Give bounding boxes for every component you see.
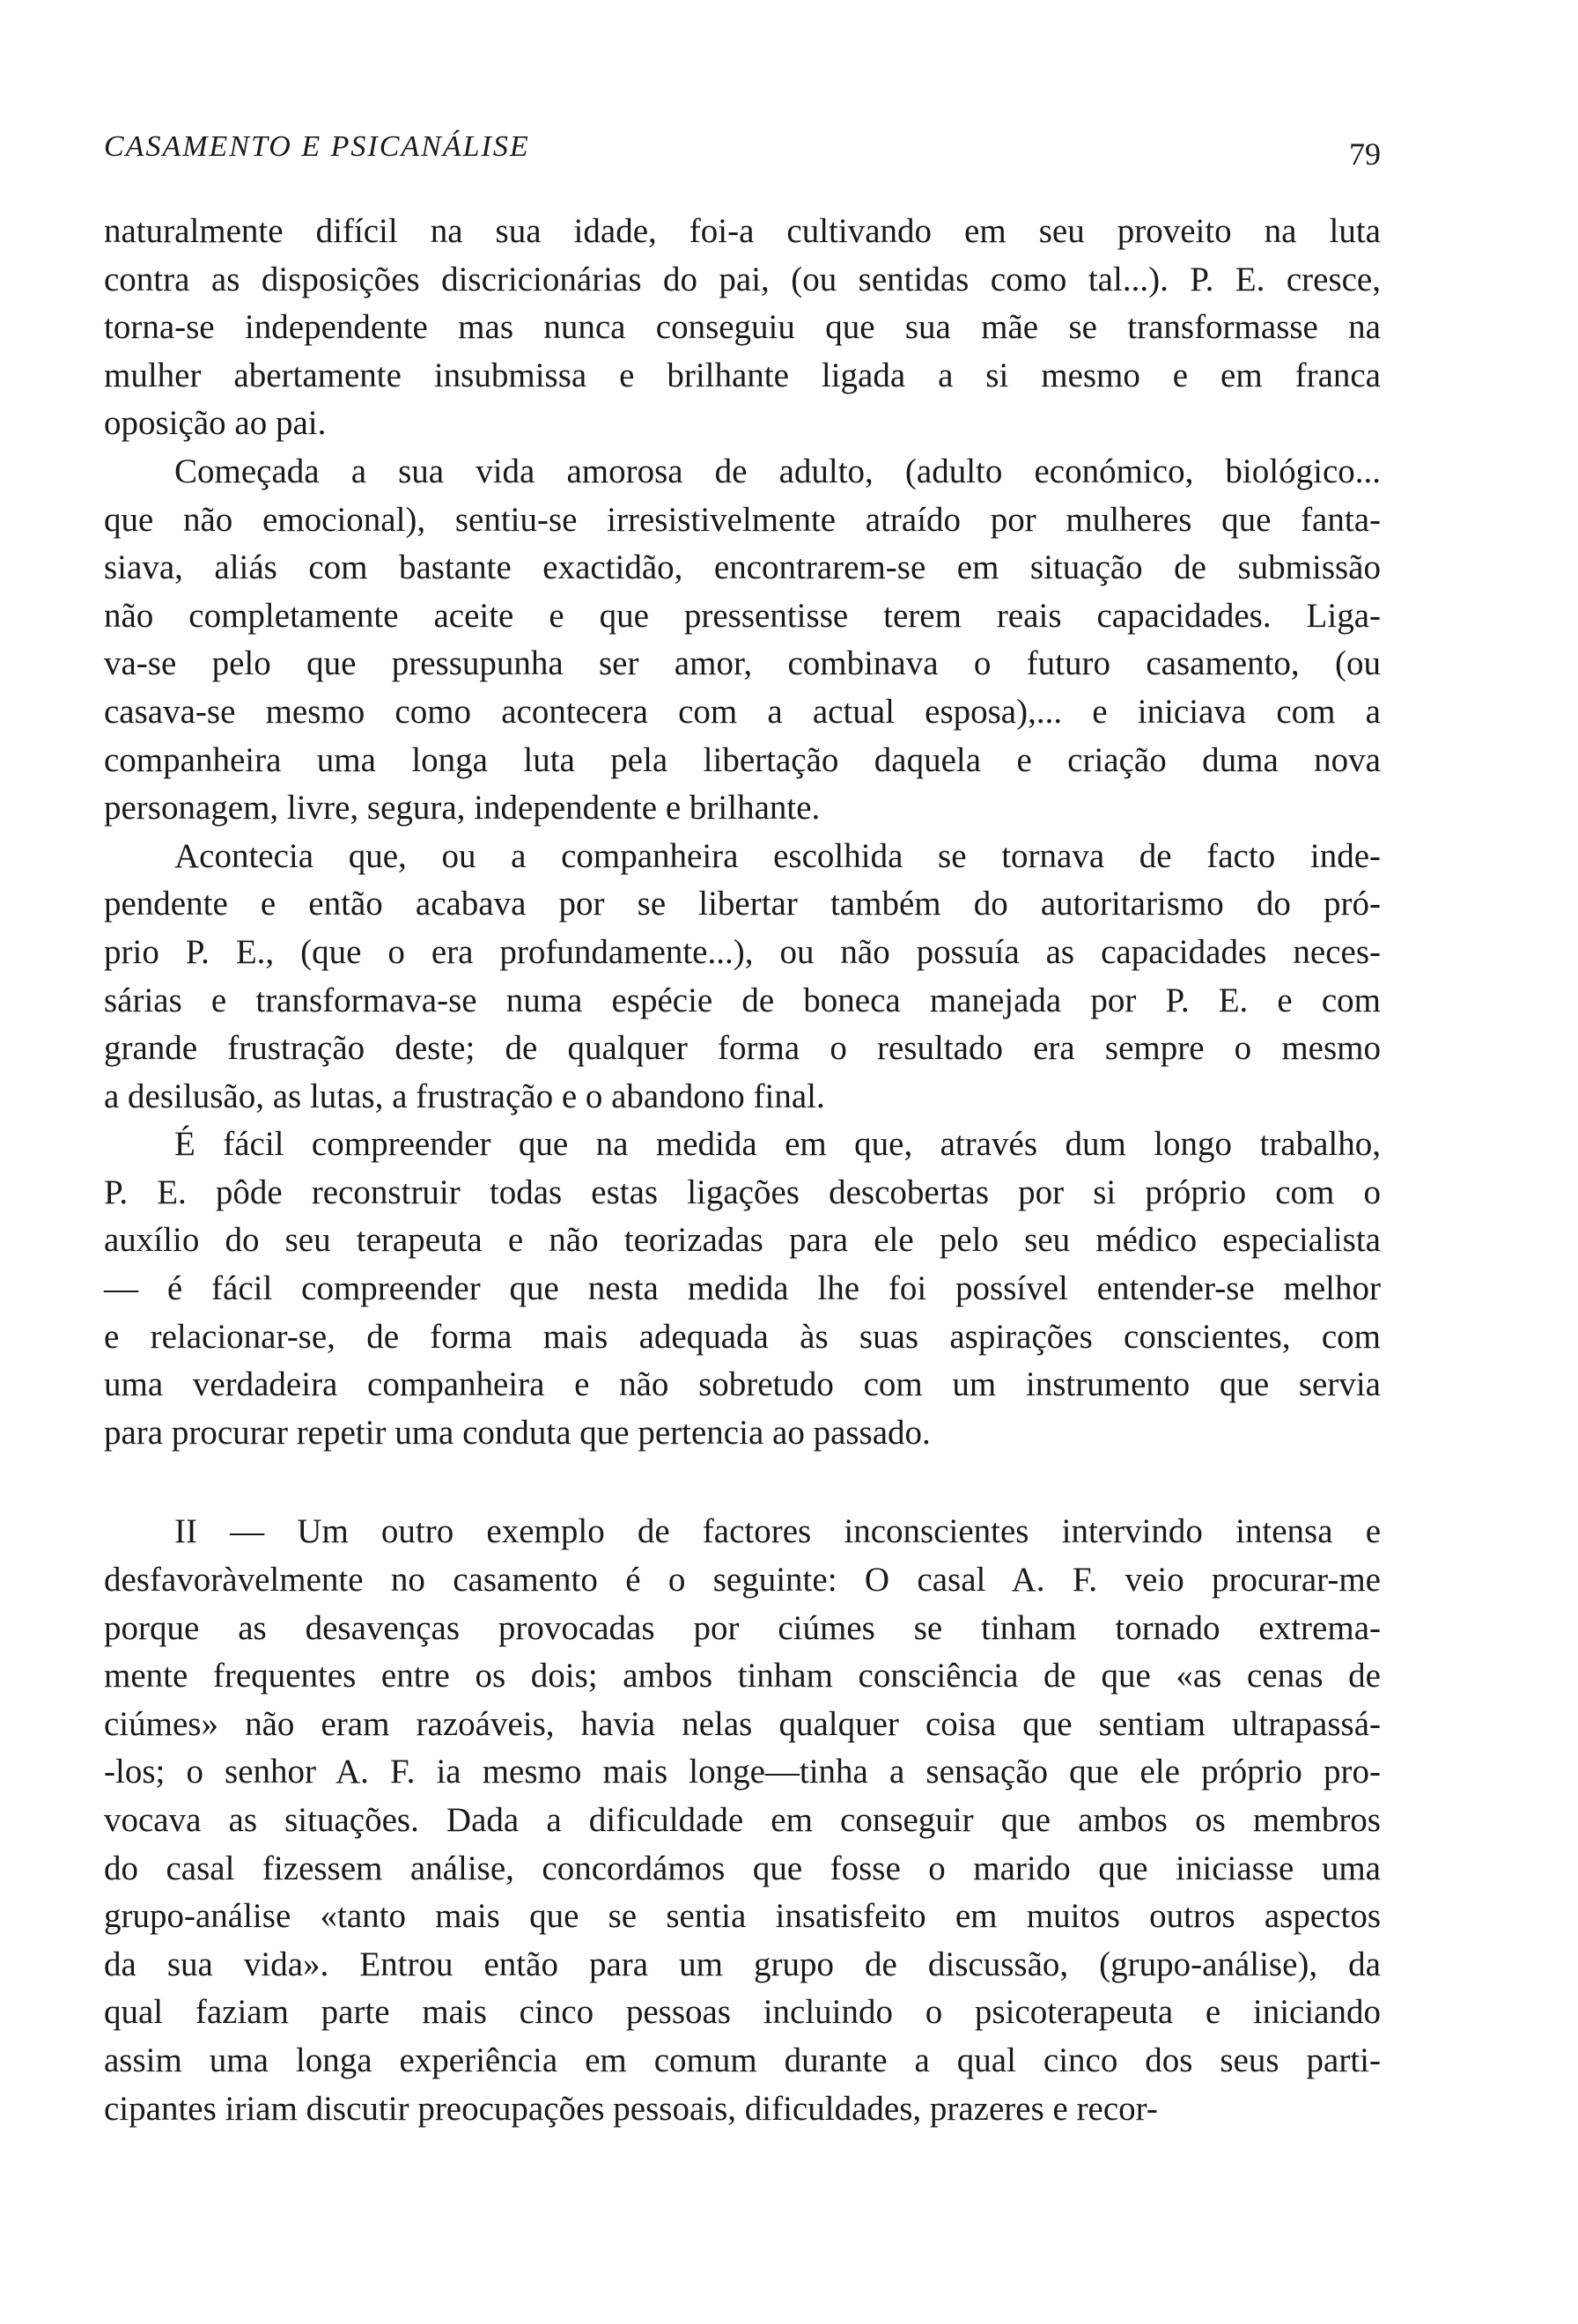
text-line: siava, aliás com bastante exactidão, encontrarem-se em situação de submissão (104, 548, 1381, 587)
text-line: — é fácil compreender que nesta medida lhe foi possível entender-se melhor (104, 1269, 1381, 1308)
text-line: P. E. pôde reconstruir todas estas ligações descobertas por si próprio com o (104, 1173, 1381, 1211)
text-line: a desilusão, as lutas, a frustração e o abandono final. (104, 1077, 825, 1115)
text-line: É fácil compreender que na medida em que, através dum longo trabalho, (174, 1125, 1381, 1164)
text-line: oposição ao pai. (104, 404, 327, 443)
text-line: pendente e então acabava por se libertar também do autoritarismo do pró- (104, 885, 1381, 923)
text-line: Acontecia que, ou a companheira escolhida se tornava de facto inde- (174, 836, 1381, 875)
running-title: CASAMENTO E PSICANÁLISE (104, 130, 530, 163)
text-line: grande frustração deste; de qualquer forma o resultado era sempre o mesmo (104, 1029, 1381, 1068)
text-line: mulher abertamente insubmissa e brilhante ligada a si mesmo e em franca (104, 356, 1381, 394)
text-line: Começada a sua vida amorosa de adulto, (adulto económico, biológico... (174, 452, 1381, 490)
text-line: naturalmente difícil na sua idade, foi-a cultivando em seu proveito na luta (104, 212, 1381, 250)
text-line: grupo-análise «tanto mais que se sentia insatisfeito em muitos outros aspectos (104, 1897, 1381, 1936)
text-line: do casal fizessem análise, concordámos que fosse o marido que iniciasse uma (104, 1849, 1381, 1887)
text-line: assim uma longa experiência em comum durante a qual cinco dos seus parti- (104, 2041, 1381, 2079)
text-line: -los; o senhor A. F. ia mesmo mais longe—tinha a sensação que ele próprio pro- (104, 1753, 1381, 1791)
text-line: desfavoràvelmente no casamento é o seguinte: O casal A. F. veio procurar-me (104, 1561, 1381, 1600)
text-line: não completamente aceite e que pressentisse terem reais capacidades. Liga- (104, 596, 1381, 635)
page-number: 79 (1349, 136, 1381, 172)
page-header (104, 130, 1381, 183)
text-line: prio P. E., (que o era profundamente...), ou não possuía as capacidades neces- (104, 932, 1381, 971)
text-line: companheira uma longa luta pela libertação daquela e criação duma nova (104, 740, 1381, 779)
text-line: ciúmes» não eram razoáveis, havia nelas qualquer coisa que sentiam ultrapassá- (104, 1704, 1381, 1743)
body-text (104, 208, 1381, 2133)
text-line: para procurar repetir uma conduta que pertencia ao passado. (104, 1413, 931, 1452)
paragraph (104, 1121, 1381, 1457)
text-line: va-se pelo que pressupunha ser amor, combinava o futuro casamento, (ou (104, 644, 1381, 683)
text-line: uma verdadeira companheira e não sobretudo com um instrumento que servia (104, 1365, 1381, 1404)
text-line: cipantes iriam discutir preocupações pessoais, dificuldades, prazeres e recor- (104, 2089, 1158, 2128)
text-line: porque as desavenças provocadas por ciúmes se tinham tornado extrema- (104, 1608, 1381, 1647)
section-gap (104, 1457, 1381, 1508)
text-line: e relacionar-se, de forma mais adequada às suas aspirações conscientes, com (104, 1317, 1381, 1356)
paragraph (104, 208, 1381, 448)
text-line: que não emocional), sentiu-se irresistivelmente atraído por mulheres que fanta- (104, 500, 1381, 539)
text-line: contra as disposições discricionárias do pai, (ou sentidas como tal...). P. E. cresce, (104, 260, 1381, 298)
text-line: auxílio do seu terapeuta e não teorizadas para ele pelo seu médico especialista (104, 1221, 1381, 1260)
text-line: mente frequentes entre os dois; ambos tinham consciência de que «as cenas de (104, 1657, 1381, 1695)
paragraph (104, 448, 1381, 833)
text-line: da sua vida». Entrou então para um grupo de discussão, (grupo-análise), da (104, 1945, 1381, 1983)
text-line: qual faziam parte mais cinco pessoas incluindo o psicoterapeuta e iniciando (104, 1993, 1381, 2032)
paragraph (104, 833, 1381, 1122)
paragraph (104, 1508, 1381, 2133)
text-line: sárias e transformava-se numa espécie de boneca manejada por P. E. e com (104, 981, 1381, 1019)
text-line: II — Um outro exemplo de factores inconscientes intervindo intensa e (174, 1512, 1381, 1551)
text-line: vocava as situações. Dada a dificuldade em conseguir que ambos os membros (104, 1801, 1381, 1839)
text-line: torna-se independente mas nunca conseguiu que sua mãe se transformasse na (104, 308, 1381, 347)
text-line: casava-se mesmo como acontecera com a actual esposa),... e iniciava com a (104, 692, 1381, 731)
text-line: personagem, livre, segura, independente e brilhante. (104, 789, 821, 827)
